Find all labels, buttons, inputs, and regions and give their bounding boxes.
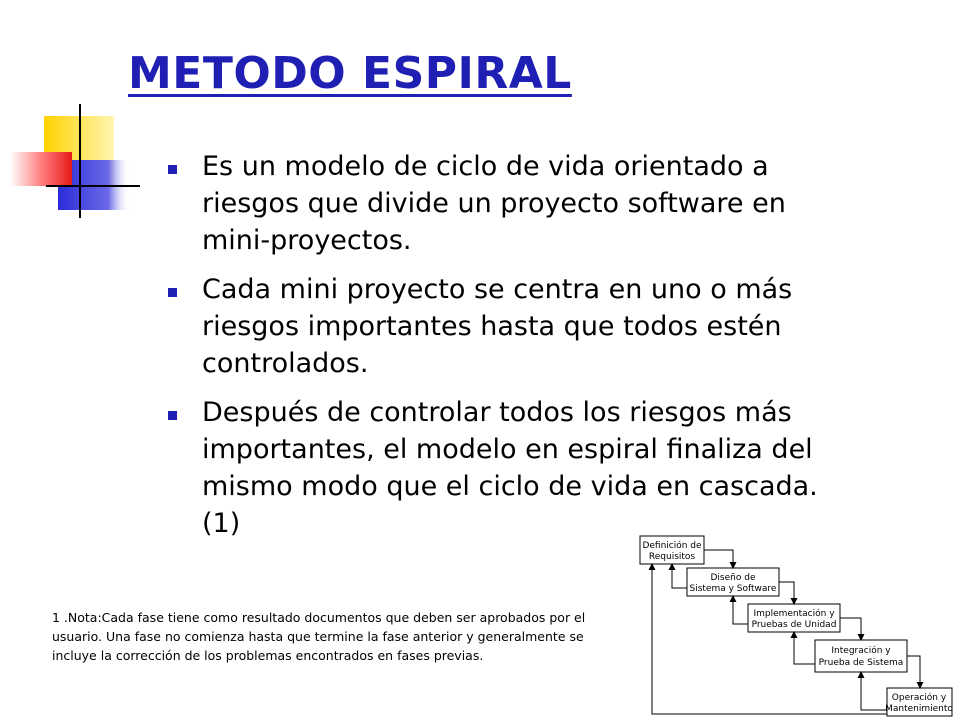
square-bullet-icon xyxy=(168,288,177,297)
red-bar xyxy=(10,152,72,186)
step-label: Prueba de Sistema xyxy=(818,658,904,668)
square-bullet-icon xyxy=(168,411,177,420)
bullet-text: Es un modelo de ciclo de vida orientado a riesgos que divide un proyecto software en mini-proyectos. xyxy=(202,151,786,256)
list-item xyxy=(162,148,842,259)
bullet-list xyxy=(162,148,842,554)
list-item xyxy=(162,394,842,542)
step-label: Mantenimiento xyxy=(885,704,953,714)
step-label: Diseño de xyxy=(710,573,756,583)
feedback-arrow xyxy=(733,596,748,624)
step-label: Definición de xyxy=(642,541,702,551)
step-label: Implementación y xyxy=(753,609,835,619)
feedback-arrow xyxy=(861,672,887,710)
forward-arrow xyxy=(840,618,861,640)
square-bullet-icon xyxy=(168,165,177,174)
list-item xyxy=(162,271,842,382)
feedback-arrow xyxy=(794,632,815,664)
forward-arrow xyxy=(704,550,733,568)
step-label: Requisitos xyxy=(648,552,696,562)
step-label: Sistema y Software xyxy=(689,584,777,594)
bullet-text: Después de controlar todos los riesgos más importantes, el modelo en espiral finaliza del mismo modo que el ciclo de vida en cascada.(1) xyxy=(202,397,818,539)
page-title: METODO ESPIRAL xyxy=(128,48,572,99)
waterfall-diagram xyxy=(630,528,960,720)
step-label: Pruebas de Unidad xyxy=(751,620,837,630)
corner-decoration xyxy=(0,0,140,230)
footnote: 1 .Nota:Cada fase tiene como resultado documentos que deben ser aprobados por el usuario. Una fase no comienza hasta que termine la fase anterior y generalmente se incluye la corrección de los problemas encontrados en fases previas. xyxy=(52,610,586,663)
step-label: Integración y xyxy=(831,646,891,656)
forward-arrow xyxy=(779,582,794,604)
bullet-text: Cada mini proyecto se centra en uno o más riesgos importantes hasta que todos estén controlados. xyxy=(202,274,793,379)
forward-arrow xyxy=(907,656,920,688)
feedback-arrow xyxy=(672,564,687,588)
step-label: Operación y xyxy=(891,693,947,703)
